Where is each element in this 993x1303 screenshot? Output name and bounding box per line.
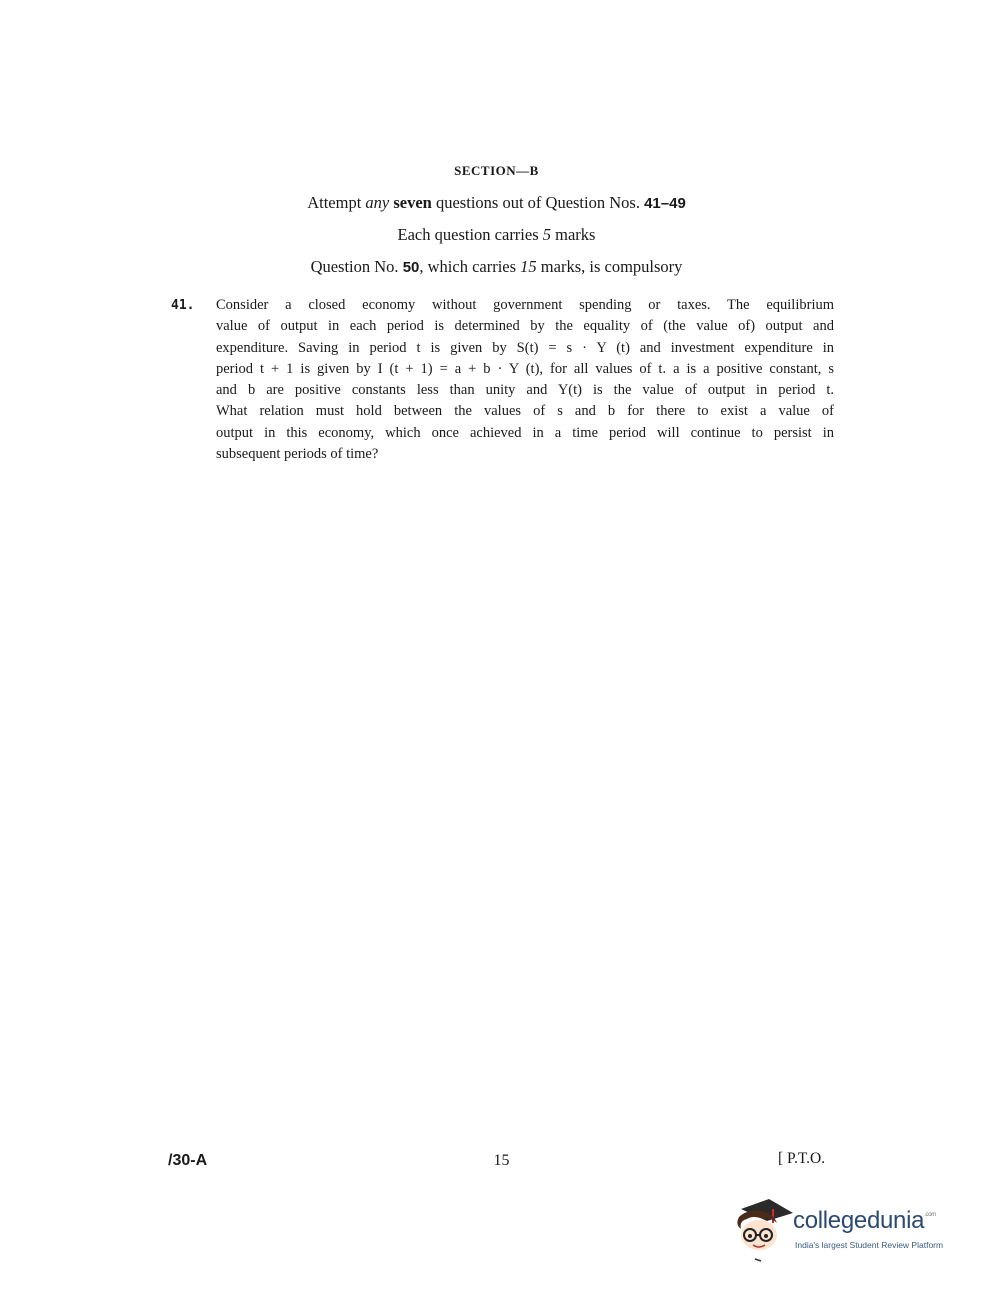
pto-label: [ P.T.O.	[778, 1150, 826, 1167]
logo-name: collegedunia	[793, 1207, 925, 1234]
question-line: output in this economy, which once achieved in a time period will continue to persist in	[216, 424, 834, 441]
question-line: value of output in each period is determined by the equality of (the value of) output and	[216, 318, 834, 335]
instruction-attempt: Attempt any seven questions out of Question Nos. 41–49	[307, 193, 686, 212]
question-number: 41.	[171, 298, 195, 313]
question-line: What relation must hold between the values of s and b for there to exist a value of	[216, 403, 834, 420]
question-line: period t + 1 is given by I (t + 1) = a + b · Y (t), for all values of t. a is a positive constant, s	[216, 360, 834, 377]
section-title: SECTION—B	[454, 163, 539, 178]
logo-tagline: India's largest Student Review Platform	[795, 1240, 944, 1250]
page-number: 15	[493, 1152, 510, 1169]
paper-code: /30-A	[168, 1152, 208, 1169]
question-line: and b are positive constants less than unity and Y(t) is the value of output in period t.	[216, 382, 834, 399]
collegedunia-logo	[733, 1195, 963, 1270]
mascot-icon	[733, 1195, 793, 1267]
question-line: subsequent periods of time?	[216, 446, 379, 463]
question-line: Consider a closed economy without government spending or taxes. The equilibrium	[216, 297, 834, 313]
instruction-marks: Each question carries 5 marks	[397, 225, 596, 244]
question-text	[216, 295, 834, 465]
logo-suffix: .com	[924, 1212, 936, 1218]
instruction-compulsory: Question No. 50, which carries 15 marks, is compulsory	[310, 257, 683, 276]
question-line: expenditure. Saving in period t is given by S(t) = s · Y (t) and investment expenditure in	[216, 339, 834, 356]
